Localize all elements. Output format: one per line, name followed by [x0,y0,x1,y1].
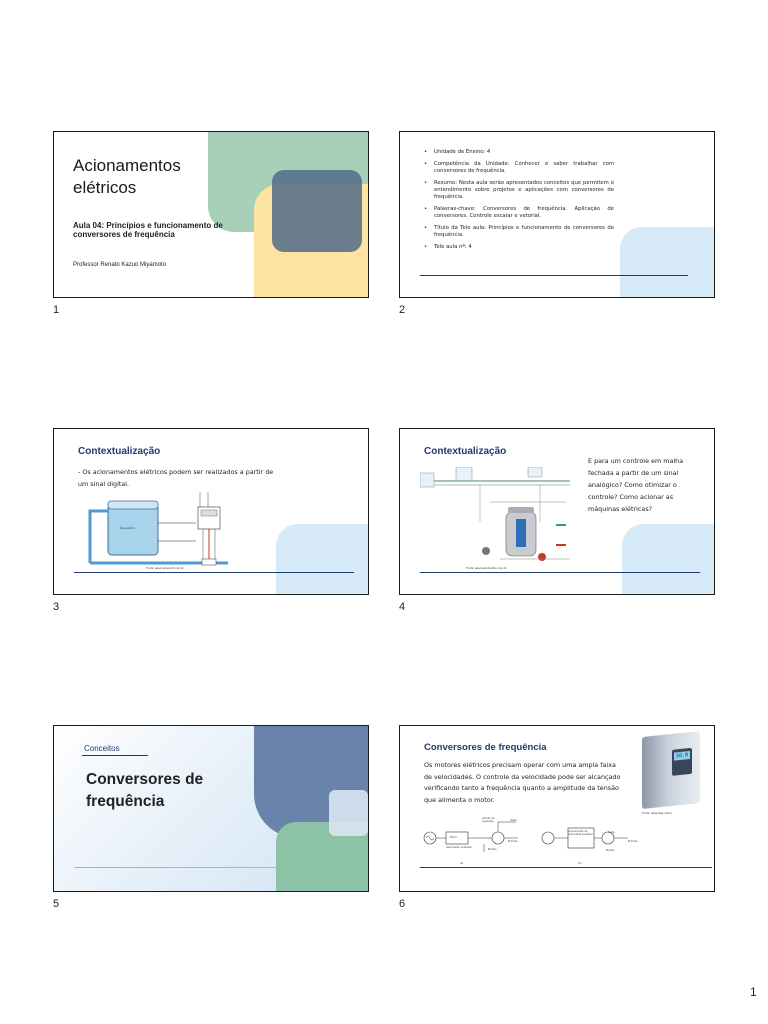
slide-title: Conversores de frequência [86,771,204,810]
slide-6 [399,725,715,892]
closed-loop-diagram [420,467,580,567]
diagram-label: Bomba [606,849,615,852]
inverter-product-image [642,731,700,809]
list-item: • Tele aula nº: 4 [424,244,614,251]
slide-title: Contextualização [78,446,161,457]
inverter-display [672,748,692,776]
diagram-label: Válvula de regulação [482,817,495,823]
footer-rule [420,572,700,573]
list-item: • Competência da Unidade: Conhecer e saber trabalhar com conversores de frequência. [424,161,614,175]
section-kicker: Conceitos [84,744,120,753]
footer-rule [420,867,712,868]
kicker-underline [82,755,148,756]
blue-rounded-square [272,170,362,252]
diagram-label: (a) [460,862,464,865]
slide-number: 5 [53,898,60,910]
diagram-label: Saída [608,831,615,834]
slide-body: Os motores elétricos precisam operar com uma ampla faixa de velocidades. O controle da velocidade pode ser alcançado verificando tanto a frequência quanto a amplitude da tensão que alimenta o motor. [424,761,621,804]
page-number: 1 [750,985,757,999]
light-square-shape [329,790,368,836]
tank-label: Reservatório [120,527,136,530]
bullet-list [424,149,614,255]
diagram-label: Acionamento de velocidade ajustável [568,830,593,836]
tank-control-diagram [88,489,263,571]
footer-line [74,867,294,868]
slide-number: 4 [399,601,406,613]
list-item: • Unidade de Ensino: 4 [424,149,614,156]
diagram-label: Motor [450,836,457,839]
figure-caption: Fonte: www.nutecsmf.com.br [146,567,184,570]
slide-number: 1 [53,304,60,316]
light-blue-rounded-shape [620,227,714,297]
diagram-label: Velocidade constante [446,846,472,849]
product-caption: Fonte: www.weg.net.br [642,812,672,815]
slide-2 [399,131,715,298]
diagram-label: Bomba [488,848,497,851]
slide-5 [53,725,369,892]
slide-title: Conversores de frequência [424,742,547,753]
slide-number: 2 [399,304,406,316]
slide-number: 6 [399,898,406,910]
diagram-label: Entrada [508,840,518,843]
slide-author: Professor Renato Kazuo Miyamoto [73,262,167,268]
light-blue-rounded-shape [276,524,368,594]
footer-rule [420,275,688,276]
slide-1 [53,131,369,298]
slide-subtitle: Aula 04: Princípios e funcionamento de conversores de frequência [73,221,223,239]
list-item: • Título da Tele aula: Princípios e funcionamento de conversores de frequência. [424,225,614,239]
pump-control-diagram [422,816,632,868]
slide-3 [53,428,369,595]
slide-number: 3 [53,601,60,613]
figure-caption: Fonte: www.automation.com.br [466,567,507,570]
slide-4 [399,428,715,595]
diagram-label: Entrada [628,840,638,843]
inverter-display-value: 50.0 [675,752,689,760]
slide-body: - Os acionamentos elétricos podem ser realizados a partir de um sinal digital. [78,468,274,488]
footer-rule [74,572,354,573]
slide-title: Contextualização [424,446,507,457]
diagram-label: (b) [578,862,582,865]
diagram-label: Saída [510,819,517,822]
list-item: • Resumo: Nesta aula serão apresentados conceitos que permitem o entendimento sobre projetos e aplicações com conversores de frequência. [424,180,614,202]
slide-body: E para um controle em malha fechada a partir de um sinal analógico? Como otimizar o controle? Como acionar as máquinas elétricas? [588,457,684,513]
light-blue-rounded-shape [622,524,714,594]
list-item: • Palavras-chave: Conversores de frequência. Aplicação de conversores. Controle escalar e vetorial. [424,206,614,220]
slide-title: Acionamentos elétricos [73,156,181,197]
